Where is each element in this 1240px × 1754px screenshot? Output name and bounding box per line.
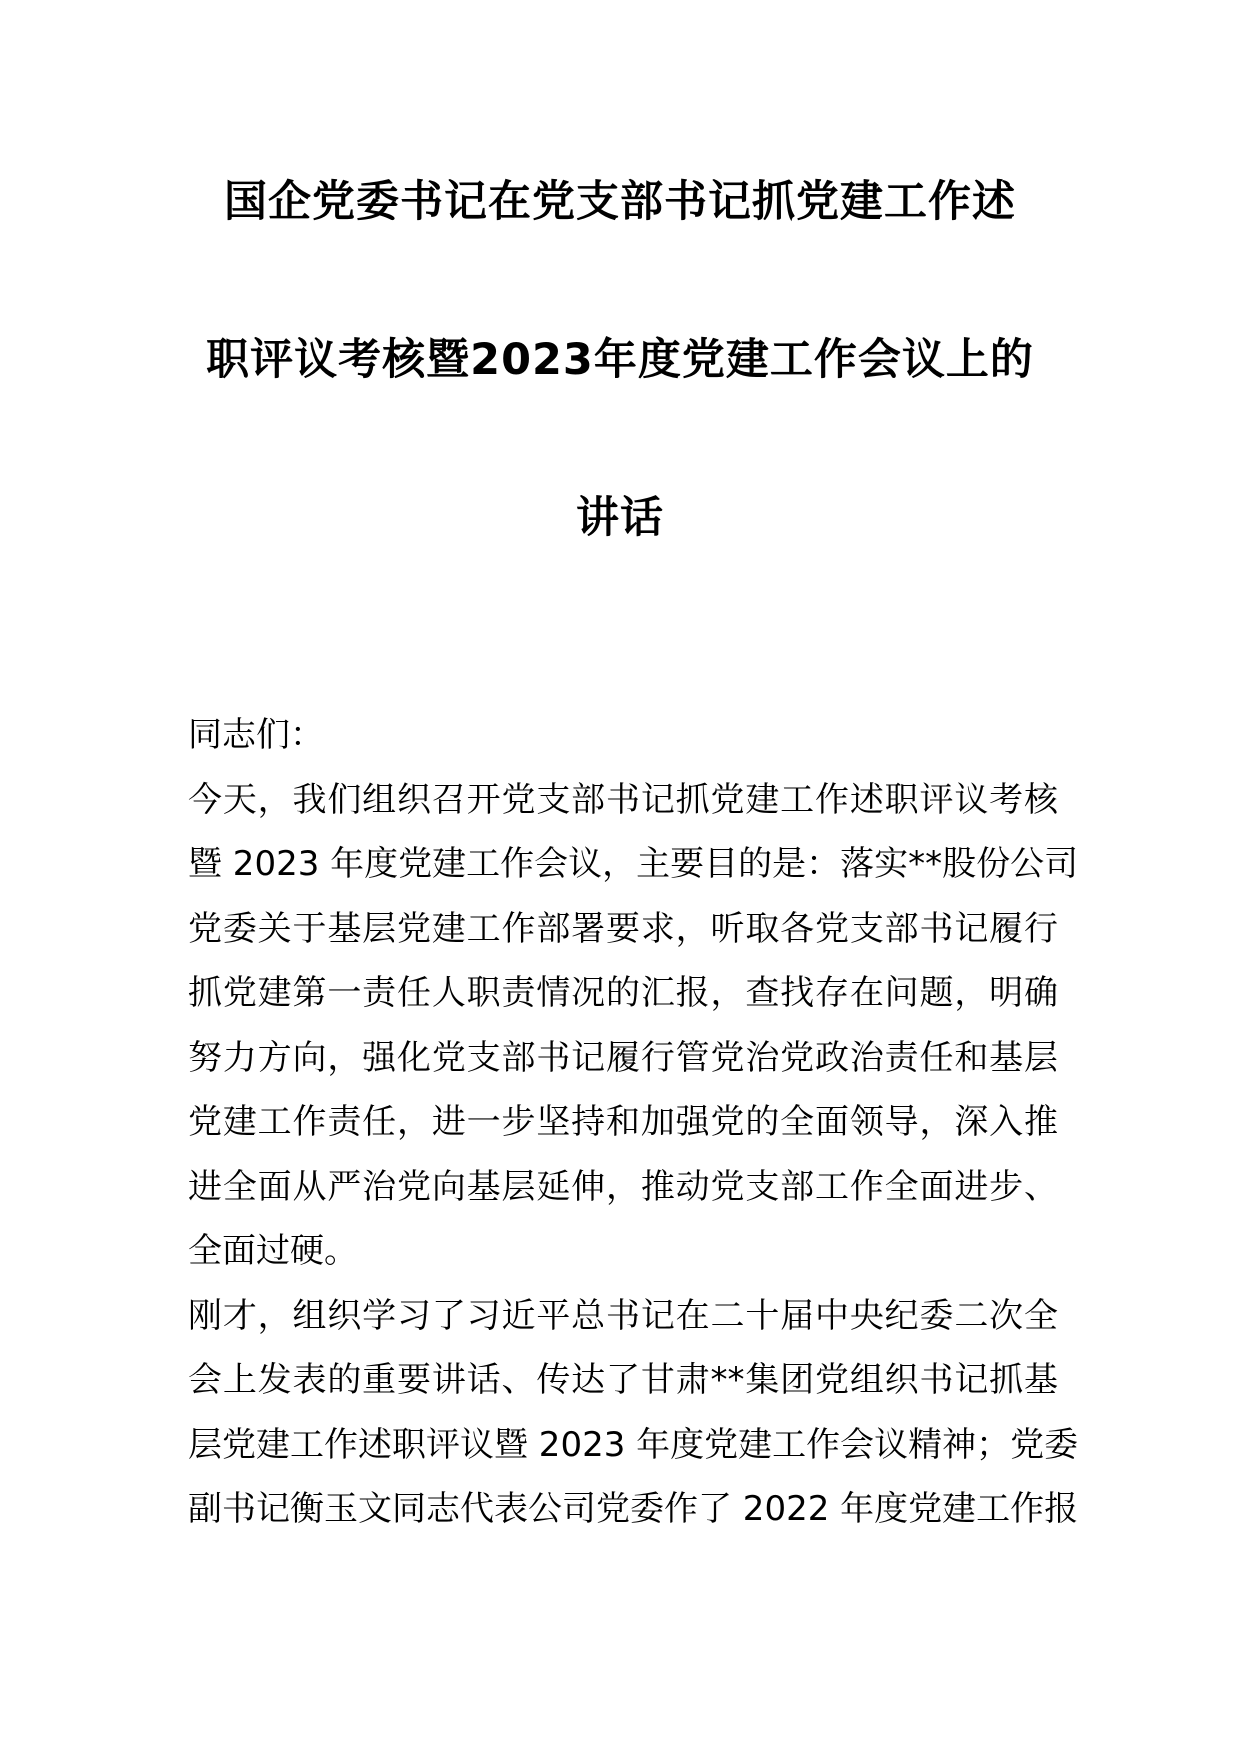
body-line: 党委关于基层党建工作部署要求，听取各党支部书记履行 — [188, 908, 1058, 949]
body-line: 层党建工作述职评议暨 2023 年度党建工作会议精神；党委 — [188, 1424, 1079, 1465]
body-line: 今天，我们组织召开党支部书记抓党建工作述职评议考核 — [188, 779, 1058, 820]
body-line: 暨 2023 年度党建工作会议，主要目的是：落实**股份公司 — [188, 844, 1079, 884]
body-line: 全面过硬。 — [188, 1231, 358, 1271]
body-line: 努力方向，强化党支部书记履行管党治党政治责任和基层 — [188, 1037, 1058, 1078]
body-line: 抓党建第一责任人职责情况的汇报，查找存在问题，明确 — [188, 973, 1058, 1013]
body-line: 进全面从严治党向基层延伸，推动党支部工作全面进步、 — [188, 1166, 1058, 1207]
body-line: 副书记衡玉文同志代表公司党委作了 2022 年度党建工作报 — [188, 1489, 1079, 1529]
body-line: 会上发表的重要讲话、传达了甘肃**集团党组织书记抓基 — [188, 1360, 1058, 1400]
document-title — [150, 170, 1090, 550]
title-line-2: 职评议考核暨2023年度党建工作会议上的 — [206, 335, 1034, 385]
document-body — [188, 703, 1079, 1542]
body-line: 刚才，组织学习了习近平总书记在二十届中央纪委二次全 — [188, 1295, 1058, 1336]
body-line: 党建工作责任，进一步坚持和加强党的全面领导，深入推 — [188, 1102, 1058, 1142]
title-line-1: 国企党委书记在党支部书记抓党建工作述 — [224, 177, 1016, 227]
title-line-3: 讲话 — [576, 493, 664, 543]
salutation: 同志们： — [188, 715, 324, 755]
